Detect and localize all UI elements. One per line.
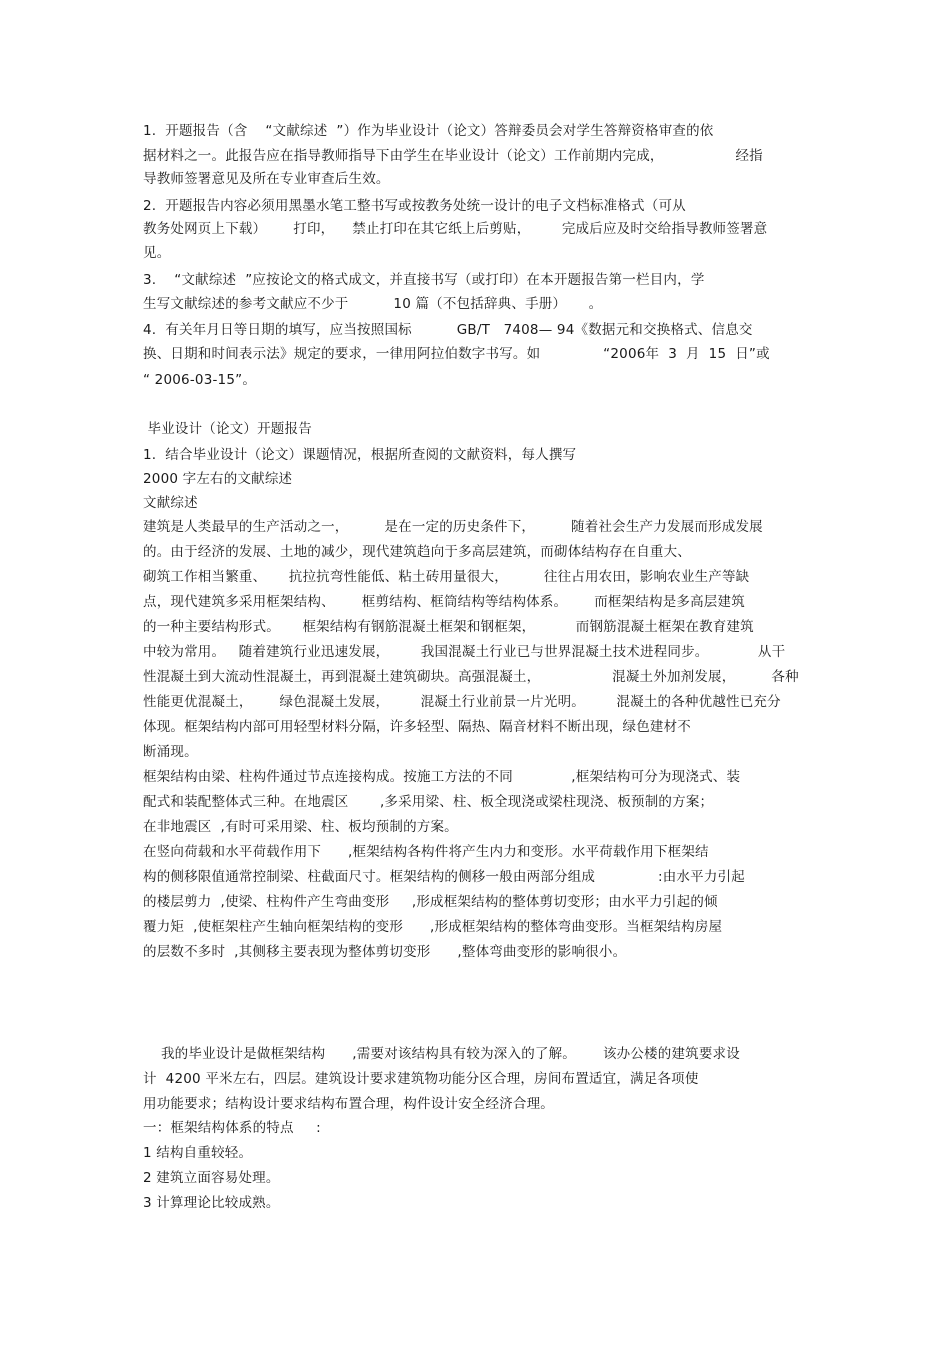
body-line: 砌筑工作相当繁重、 抗拉抗弯性能低、粘土砖用量很大， 往往占用农田，影响农业生产等缺 — [143, 569, 750, 585]
note-3-line-2: 生写文献综述的参考文献应不少于 10 篇（不包括辞典、手册） 。 — [143, 296, 603, 312]
note-2-line-2: 教务处网页上下载） 打印， 禁止打印在其它纸上后剪贴， 完成后应及时交给指导教师签署意 — [143, 221, 768, 237]
report-prompt-line-2: 2000 字左右的文献综述 — [143, 471, 293, 487]
design-intro-line: 计 4200 平米左右，四层。建筑设计要求建筑物功能分区合理，房间布置适宜，满足各项使 — [143, 1071, 699, 1087]
features-heading: 一：框架结构体系的特点 : — [143, 1120, 321, 1136]
note-2-line-1: 2. 开题报告内容必须用黑墨水笔工整书写或按教务处统一设计的电子文档标准格式（可从 — [143, 198, 686, 214]
body-line: 性混凝土到大流动性混凝土，再到混凝土建筑砌块。高强混凝土， 混凝土外加剂发展， 各种 — [143, 669, 799, 685]
body-line: 建筑是人类最早的生产活动之一， 是在一定的历史条件下， 随着社会生产力发展而形成发展 — [143, 519, 763, 535]
body-line: 框架结构由梁、柱构件通过节点连接构成。按施工方法的不同 ,框架结构可分为现浇式、装 — [143, 769, 741, 785]
note-3-line-1: 3. “文献综述 ”应按论文的格式成文，并直接书写（或打印）在本开题报告第一栏目内，学 — [143, 272, 705, 288]
body-line: 的一种主要结构形式。 框架结构有钢筋混凝土框架和钢框架， 而钢筋混凝土框架在教育建筑 — [143, 619, 754, 635]
note-2-line-3: 见。 — [143, 245, 171, 261]
feature-item: 3 计算理论比较成熟。 — [143, 1195, 280, 1211]
report-title: 毕业设计（论文）开题报告 — [143, 421, 312, 437]
report-prompt-line-1: 1. 结合毕业设计（论文）课题情况，根据所查阅的文献资料，每人撰写 — [143, 447, 577, 463]
design-intro-line: 用功能要求；结构设计要求结构布置合理，构件设计安全经济合理。 — [143, 1096, 554, 1112]
feature-item: 2 建筑立面容易处理。 — [143, 1170, 280, 1186]
body-line: 的楼层剪力 ,使梁、柱构件产生弯曲变形 ,形成框架结构的整体剪切变形；由水平力引起的倾 — [143, 894, 718, 910]
body-line: 性能更优混凝土， 绿色混凝土发展， 混凝土行业前景一片光明。 混凝土的各种优越性已充分 — [143, 694, 781, 710]
body-line: 中较为常用。 随着建筑行业迅速发展， 我国混凝土行业已与世界混凝土技术进程同步。 从干 — [143, 644, 786, 660]
body-line: 的层数不多时 ,其侧移主要表现为整体剪切变形 ,整体弯曲变形的影响很小。 — [143, 944, 627, 960]
section-heading: 文献综述 — [143, 495, 198, 511]
body-line: 断涌现。 — [143, 744, 198, 760]
body-line: 的。由于经济的发展、土地的减少，现代建筑趋向于多高层建筑，而砌体结构存在自重大、 — [143, 544, 691, 560]
note-1-line-1: 1. 开题报告（含 “文献综述 ”）作为毕业设计（论文）答辩委员会对学生答辩资格审查的依 — [143, 123, 714, 139]
body-line: 构的侧移限值通常控制梁、柱截面尺寸。框架结构的侧移一般由两部分组成 :由水平力引起 — [143, 869, 745, 885]
body-line: 在非地震区 ,有时可采用梁、柱、板均预制的方案。 — [143, 819, 458, 835]
body-line: 体现。框架结构内部可用轻型材料分隔，许多轻型、隔热、隔音材料不断出现，绿色建材不 — [143, 719, 691, 735]
body-line: 在竖向荷载和水平荷载作用下 ,框架结构各构件将产生内力和变形。水平荷载作用下框架结 — [143, 844, 709, 860]
body-line: 点，现代建筑多采用框架结构、 框剪结构、框筒结构等结构体系。 而框架结构是多高层建筑 — [143, 594, 745, 610]
note-1-line-3: 导教师签署意见及所在专业审查后生效。 — [143, 171, 390, 187]
note-4-line-3: “ 2006-03-15”。 — [143, 372, 257, 388]
note-1-line-2: 据材料之一。此报告应在指导教师指导下由学生在毕业设计（论文）工作前期内完成， 经指 — [143, 148, 763, 164]
design-intro-line: 我的毕业设计是做框架结构 ,需要对该结构具有较为深入的了解。 该办公楼的建筑要求设 — [143, 1046, 740, 1062]
note-4-line-1: 4. 有关年月日等日期的填写，应当按照国标 GB/T 7408— 94《数据元和交换格式、信息交 — [143, 322, 753, 338]
body-line: 覆力矩 ,使框架柱产生轴向框架结构的变形 ,形成框架结构的整体弯曲变形。当框架结构房屋 — [143, 919, 723, 935]
note-4-line-2: 换、日期和时间表示法》规定的要求，一律用阿拉伯数字书写。如 “2006年 3 月 15 日”或 — [143, 346, 770, 362]
feature-item: 1 结构自重较轻。 — [143, 1145, 253, 1161]
body-line: 配式和装配整体式三种。在地震区 ,多采用梁、柱、板全现浇或梁柱现浇、板预制的方案； — [143, 794, 714, 810]
